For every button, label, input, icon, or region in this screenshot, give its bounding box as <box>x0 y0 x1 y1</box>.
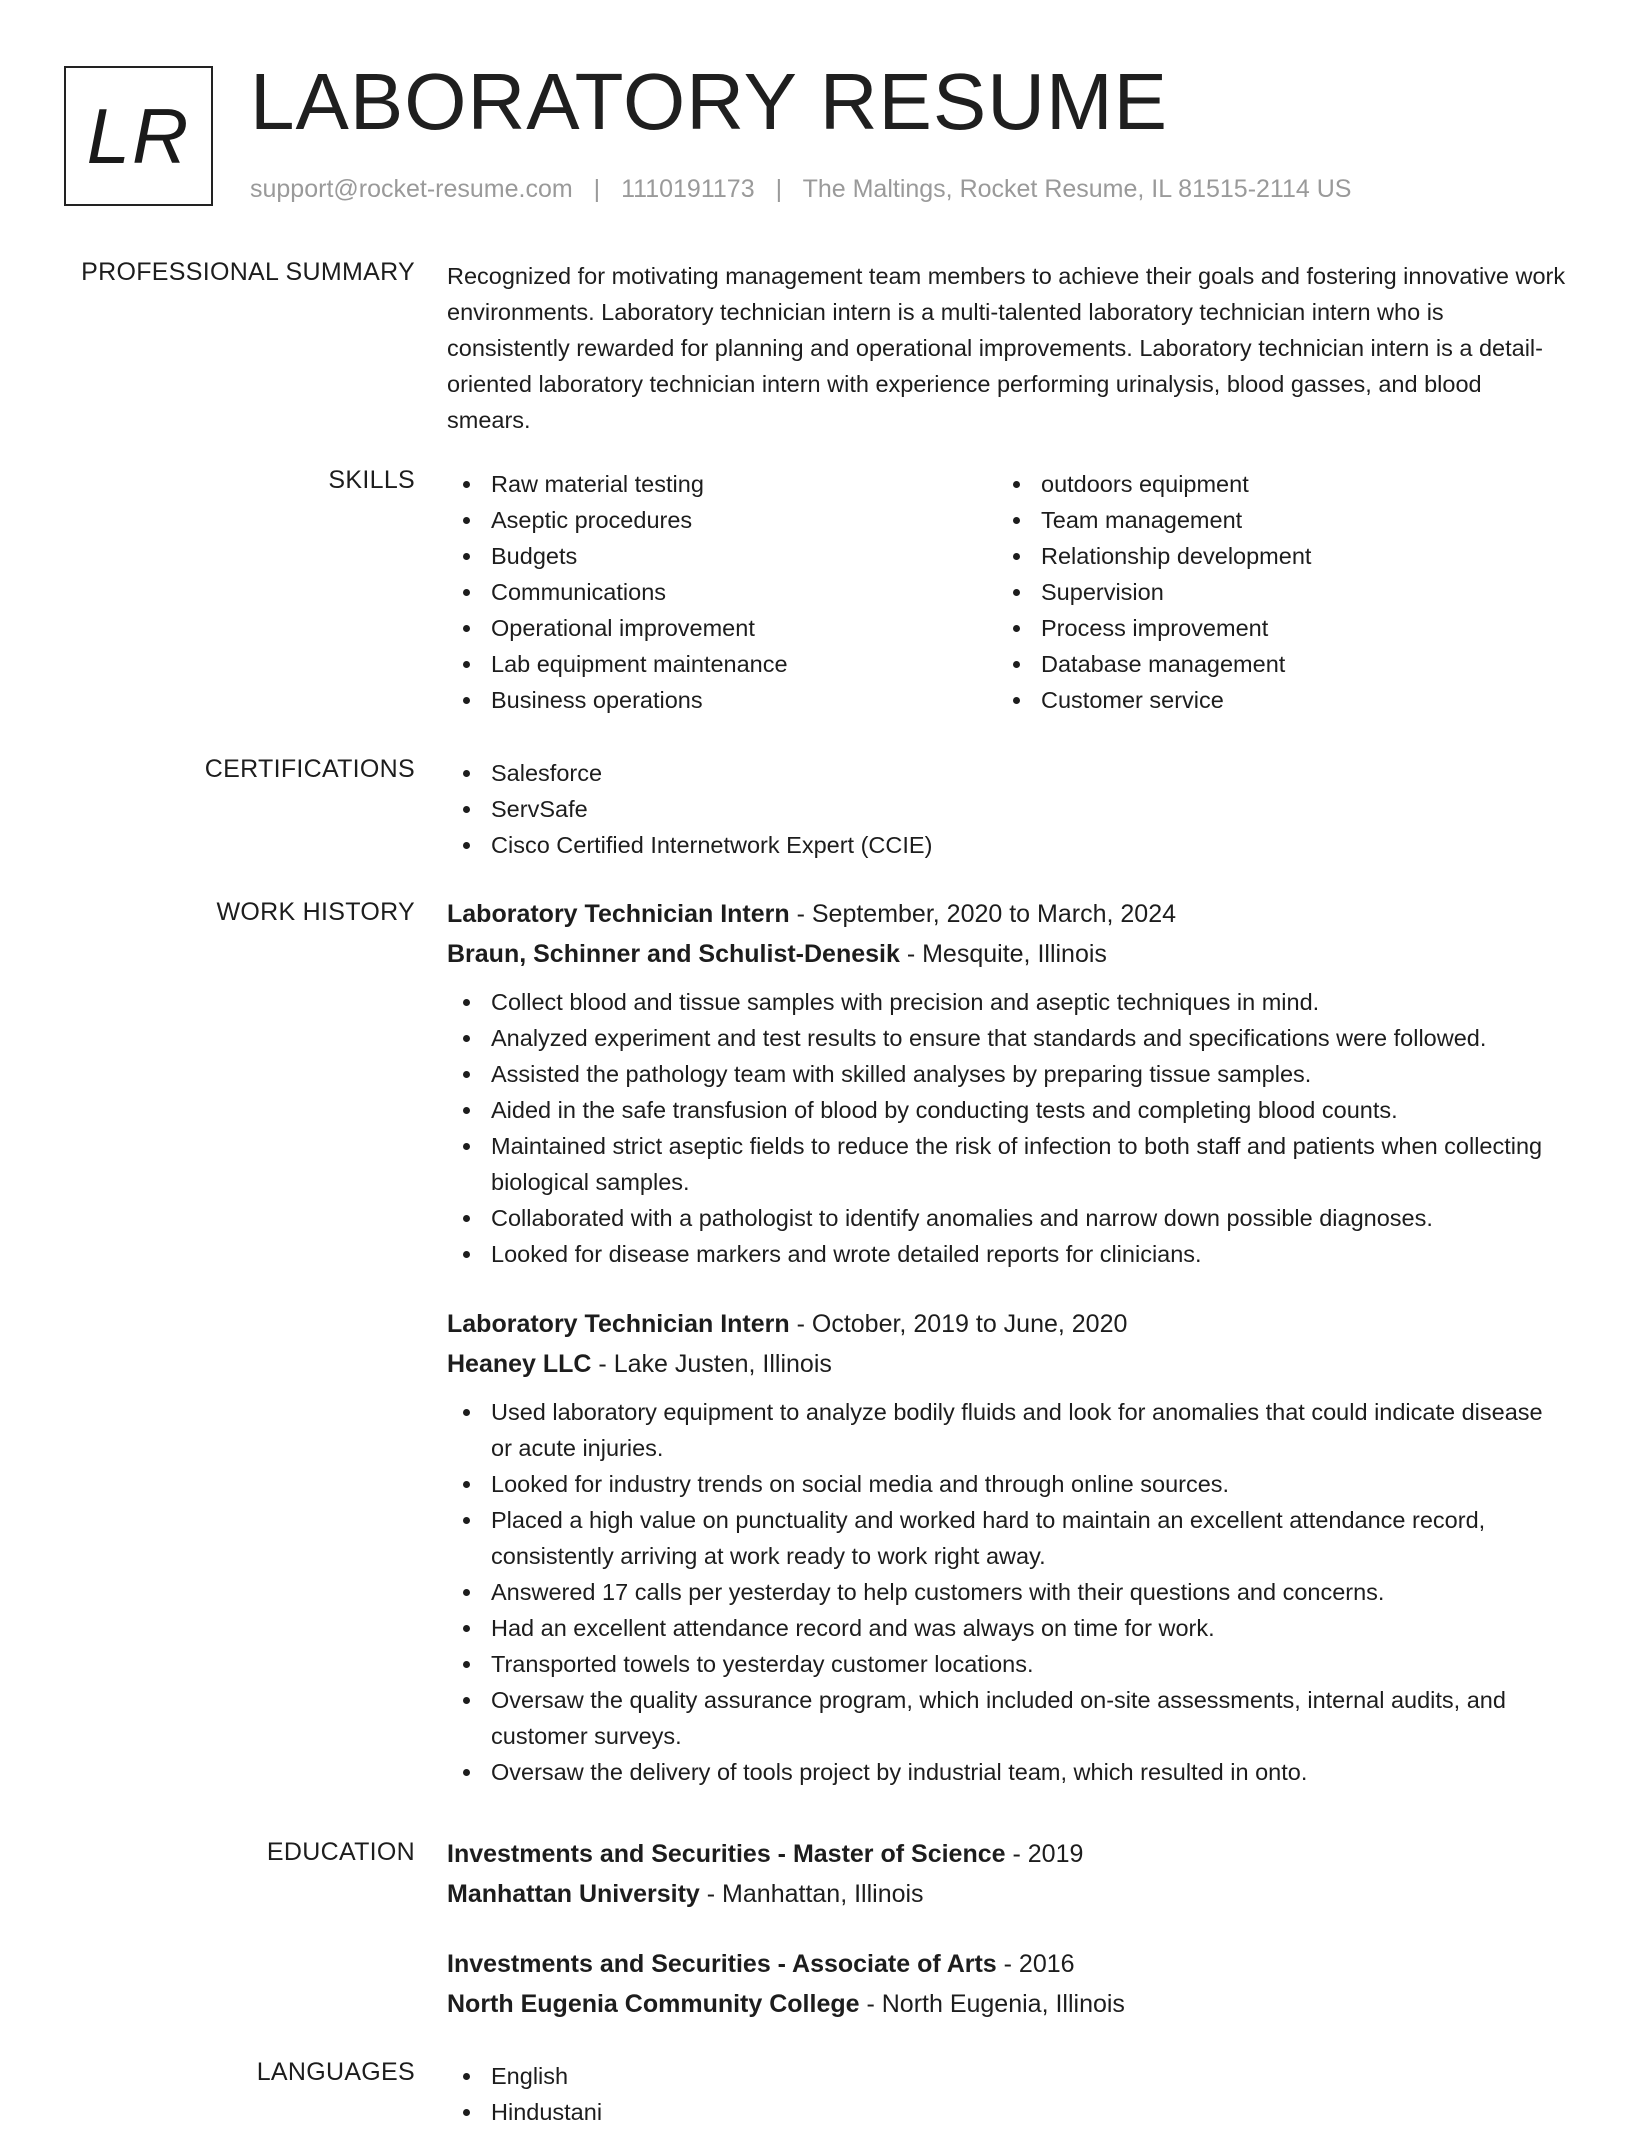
languages-body <box>447 2058 1567 2130</box>
skills-columns <box>447 466 1567 718</box>
education-school-line <box>447 1874 1567 1914</box>
list-item: Answered 17 calls per yesterday to help customers with their questions and concerns. <box>447 1574 1567 1610</box>
education-location: - North Eugenia, Illinois <box>859 1990 1125 2018</box>
section-label-education: EDUCATION <box>266 1838 415 1866</box>
job-duties-list <box>447 1394 1567 1790</box>
job-title: Laboratory Technician Intern <box>447 900 790 928</box>
list-item: Assisted the pathology team with skilled analyses by preparing tissue samples. <box>447 1056 1567 1092</box>
education-year: - 2019 <box>1005 1840 1084 1868</box>
list-item: Placed a high value on punctuality and worked hard to maintain an excellent attendance record, consistently arriving at work ready to work right away. <box>447 1502 1567 1574</box>
list-item: Oversaw the delivery of tools project by industrial team, which resulted in onto. <box>447 1754 1567 1790</box>
education-body <box>447 1834 1567 2024</box>
section-label-summary: PROFESSIONAL SUMMARY <box>81 258 415 286</box>
education-degree-line <box>447 1834 1567 1874</box>
list-item: Operational improvement <box>447 610 997 646</box>
education-school-line <box>447 1984 1567 2024</box>
list-item: ServSafe <box>447 791 1567 827</box>
list-item: Maintained strict aseptic fields to reduce the risk of infection to both staff and patients when collecting biological samples. <box>447 1128 1567 1200</box>
section-label-skills: SKILLS <box>328 466 415 494</box>
summary-text: Recognized for motivating management team members to achieve their goals and fostering innovative work environments. Laboratory technician intern is a multi-talented laboratory technician intern who is consistently rewarded for planning and operational improvements. Laboratory technician intern is a detail-oriented laboratory technician intern with experience performing urinalysis, blood gasses, and blood smears. <box>447 263 1566 433</box>
skills-list-left <box>447 466 997 718</box>
list-item: Customer service <box>997 682 1547 718</box>
job-dates: - September, 2020 to March, 2024 <box>789 900 1176 928</box>
work-history-body <box>447 894 1567 1790</box>
list-item: outdoors equipment <box>997 466 1547 502</box>
contact-phone[interactable]: 1110191173 <box>621 175 755 203</box>
list-item: Aided in the safe transfusion of blood by conducting tests and completing blood counts. <box>447 1092 1567 1128</box>
section-label-work-history: WORK HISTORY <box>216 898 415 926</box>
job-title-line <box>447 894 1567 934</box>
list-item: Aseptic procedures <box>447 502 997 538</box>
section-label-languages: LANGUAGES <box>256 2058 415 2086</box>
skills-list-right <box>997 466 1547 718</box>
job-title: Laboratory Technician Intern <box>447 1310 790 1338</box>
list-item: Collaborated with a pathologist to identify anomalies and narrow down possible diagnoses. <box>447 1200 1567 1236</box>
list-item: Had an excellent attendance record and was always on time for work. <box>447 1610 1567 1646</box>
list-item: Relationship development <box>997 538 1547 574</box>
job-duties-list <box>447 984 1567 1272</box>
list-item: Database management <box>997 646 1547 682</box>
list-item: Process improvement <box>997 610 1547 646</box>
list-item: Transported towels to yesterday customer locations. <box>447 1646 1567 1682</box>
education-school: North Eugenia Community College <box>447 1990 860 2018</box>
list-item: Oversaw the quality assurance program, which included on-site assessments, internal audits, and customer surveys. <box>447 1682 1567 1754</box>
education-year: - 2016 <box>996 1950 1075 1978</box>
education-entry <box>447 1834 1567 1914</box>
section-label-certifications: CERTIFICATIONS <box>204 755 415 783</box>
education-degree-line <box>447 1944 1567 1984</box>
list-item: Supervision <box>997 574 1547 610</box>
education-degree: Investments and Securities - Associate of Arts <box>447 1950 997 1978</box>
education-degree: Investments and Securities - Master of Science <box>447 1840 1006 1868</box>
job-dates: - October, 2019 to June, 2020 <box>789 1310 1128 1338</box>
list-item: Business operations <box>447 682 997 718</box>
list-item: Lab equipment maintenance <box>447 646 997 682</box>
contact-separator: | <box>775 175 783 203</box>
job-location: - Mesquite, Illinois <box>899 940 1107 968</box>
contact-address: The Maltings, Rocket Resume, IL 81515-2114 US <box>802 175 1352 203</box>
job-company: Heaney LLC <box>447 1350 592 1378</box>
list-item: Analyzed experiment and test results to ensure that standards and specifications were followed. <box>447 1020 1567 1056</box>
job-company-line <box>447 1344 1567 1384</box>
monogram-logo: LR <box>64 66 213 206</box>
contact-separator: | <box>593 175 601 203</box>
education-school: Manhattan University <box>447 1880 700 1908</box>
job-location: - Lake Justen, Illinois <box>591 1350 832 1378</box>
list-item: Cisco Certified Internetwork Expert (CCIE) <box>447 827 1567 863</box>
summary-body <box>447 258 1567 438</box>
list-item: Budgets <box>447 538 997 574</box>
list-item: Communications <box>447 574 997 610</box>
languages-list <box>447 2058 1567 2130</box>
list-item: Team management <box>997 502 1547 538</box>
list-item: Raw material testing <box>447 466 997 502</box>
list-item: Collect blood and tissue samples with precision and aseptic techniques in mind. <box>447 984 1567 1020</box>
list-item: Hindustani <box>447 2094 1567 2130</box>
job-company: Braun, Schinner and Schulist-Denesik <box>447 940 900 968</box>
education-entry <box>447 1944 1567 2024</box>
job-company-line <box>447 934 1567 974</box>
job-title-line <box>447 1304 1567 1344</box>
list-item: Used laboratory equipment to analyze bodily fluids and look for anomalies that could indicate disease or acute injuries. <box>447 1394 1567 1466</box>
resume-title: LABORATORY RESUME <box>250 57 1169 146</box>
education-location: - Manhattan, Illinois <box>699 1880 924 1908</box>
skills-body <box>447 466 1567 718</box>
list-item: Looked for industry trends on social media and through online sources. <box>447 1466 1567 1502</box>
contact-line <box>250 175 1351 204</box>
certifications-body <box>447 755 1567 863</box>
job-entry <box>447 894 1567 1272</box>
list-item: English <box>447 2058 1567 2094</box>
list-item: Salesforce <box>447 755 1567 791</box>
list-item: Looked for disease markers and wrote detailed reports for clinicians. <box>447 1236 1567 1272</box>
contact-email[interactable]: support@rocket-resume.com <box>250 175 573 203</box>
job-entry <box>447 1304 1567 1790</box>
certifications-list <box>447 755 1567 863</box>
